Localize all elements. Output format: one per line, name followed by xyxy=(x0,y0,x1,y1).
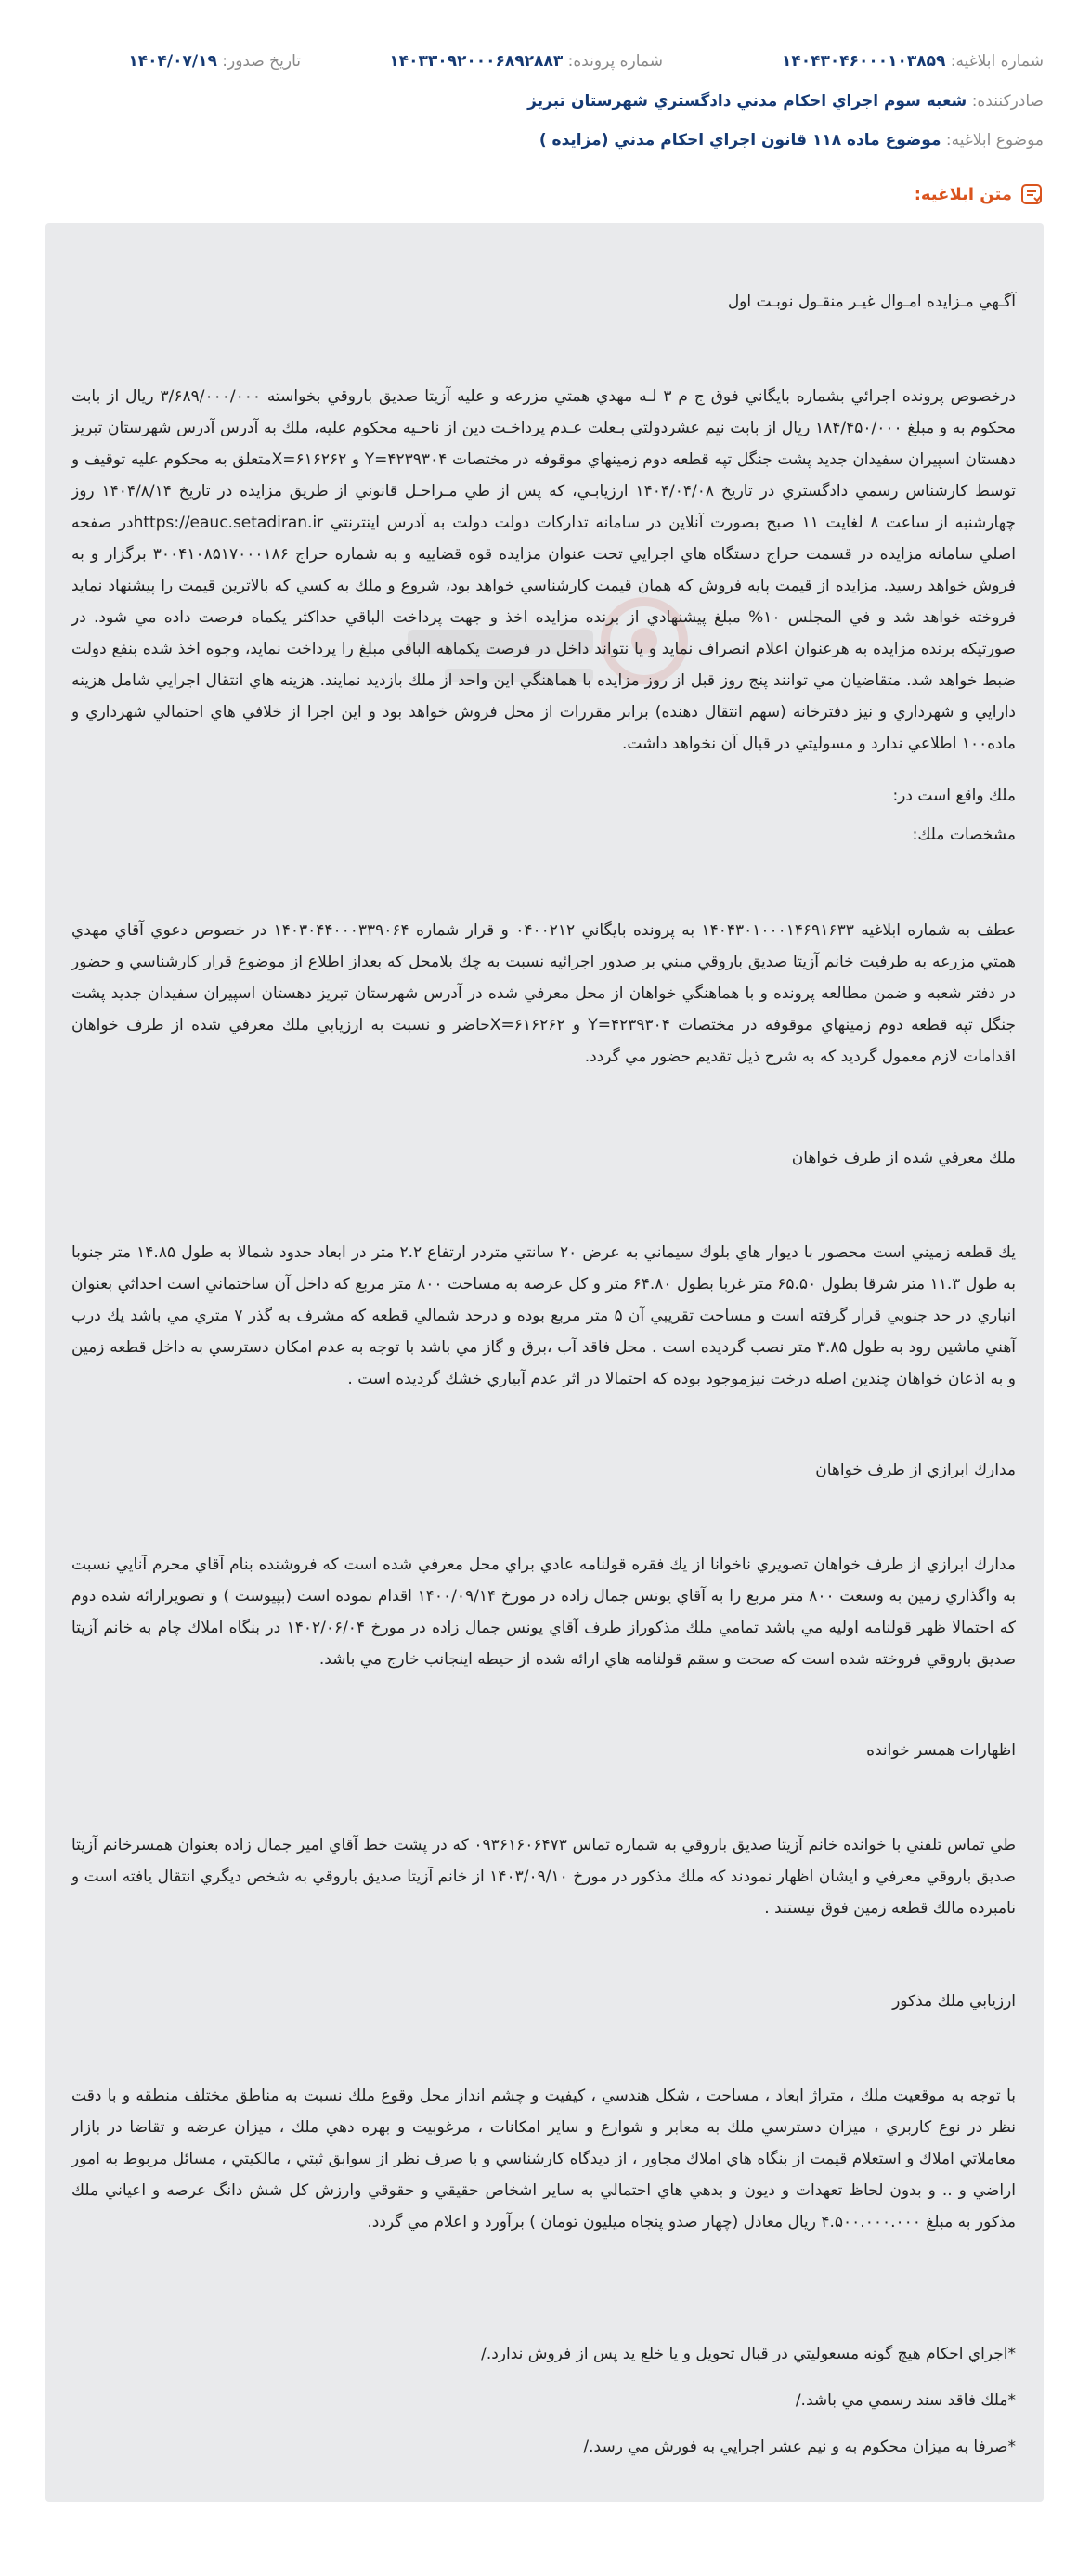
subject-label: موضوع ابلاغيه: xyxy=(945,131,1044,150)
valuation-heading: ارزيابي ملك مذكور xyxy=(892,1992,1016,2010)
notice-number-value: ۱۴۰۴۳۰۴۶۰۰۰۱۰۳۸۵۹ xyxy=(781,52,946,71)
notice-body-panel xyxy=(45,223,1044,2502)
notice-title: آگـهي مـزايده امـوال غيـر منقـول نوبـت اول xyxy=(727,293,1016,311)
note-sale-extent: *صرفا به ميزان محكوم به و نيم عشر اجرايي به فورش مي رسد./ xyxy=(583,2438,1016,2456)
issue-date-value: ۱۴۰۴/۰۷/۱۹ xyxy=(128,52,217,71)
notice-number-label: شماره ابلاغيه: xyxy=(950,52,1044,71)
property-description-paragraph: يك قطعه زميني است محصور با ديوار هاي بلوك سيماني به عرض ۲۰ سانتي متردر ارتفاع ۲.۲ متر در ابعاد حدود شمالا به طول ۱۴.۸۵ متر جنوبا به طول ۱۱.۳ متر شرقا بطول ۶۵.۵۰ متر غربا بطول ۶۴.۸۰ متر و كل عرصه به مساحت ۸۰۰ متر مربع كه داخل آن ساختماني است احداثي بعنوان انباري در حد جنوبي قرار گرفته است و مساحت تقريبي آن ۵ متر مربع بوده و درحد شمالي قطعه كه مشرف به گذر ۷ متري مي باشد يك درب آهني ماشين رود به طول ۳.۸۵ متر نصب گرديده است . محل فاقد آب ،برق و گاز مي باشد با توجه به عدم امكان دسترسي به داخل قطعه زمين و به اذعان خواهان چندين اصله درخت نيزموجود بوده كه احتمالا در اثر عدم آبياري خشك گرديده است . xyxy=(71,1243,1017,1388)
specs-paragraph: عطف به شماره ابلاغيه ۱۴۰۴۳۰۱۰۰۰۱۴۶۹۱۶۳۳ به پرونده بايگاني ۰۴۰۰۲۱۲ و قرار شماره ۱۴۰۳۰۴۴۰۰۰۳۳۹۰۶۴ در خصوص دعوي آقاي مهدي همتي مزرعه به طرفيت خانم آزيتا صديق باروقي مبني بر صدور اجرائيه نسبت به چك بلامحل كه بعداز اطلاع از موضوع قرار كارشناسي و حضور در دفتر شعبه و ضمن مطالعه پرونده و با هماهنگي خواهان از محل معرفي شده در آدرس شهرستان تبريز دهستان اسپيران سفيدان جديد پشت جنگل تپه قطعه دوم زمينهاي موقوفه در مختصات ۴۲۳۹۳۰۴=Y و ۶۱۶۲۶۲=Xحاضر و نسبت به ارزيابي ملك معرفي شده از طرف خواهان اقدامات لازم معمول گرديد كه به شرح ذيل تقديم حضور مي گردد. xyxy=(71,921,1016,1066)
property-specs-heading: مشخصات ملك: xyxy=(912,826,1016,844)
subject-value: موضوع ماده ۱۱۸ قانون اجراي احكام مدني (مزايده ) xyxy=(539,131,941,150)
subject-field xyxy=(46,131,1044,150)
issue-date-label: تاريخ صدور: xyxy=(222,52,301,71)
issuer-field xyxy=(46,92,1044,111)
note-no-liability: *اجراي احكام هيچ گونه مسعوليتي در قبال تحويل و يا خلع يد پس از فروش ندارد./ xyxy=(481,2345,1016,2363)
issuer-label: صادرکننده: xyxy=(971,92,1044,111)
notice-text-label: متن ابلاغيه: xyxy=(914,184,1012,204)
property-location-heading: ملك واقع است در: xyxy=(892,787,1016,805)
introduced-property-heading: ملك معرفي شده از طرف خواهان xyxy=(791,1149,1016,1167)
spouse-statement-heading: اظهارات همسر خوانده xyxy=(866,1741,1016,1760)
case-number-value: ۱۴۰۳۳۰۹۲۰۰۰۶۸۹۲۸۸۳ xyxy=(389,52,564,71)
note-no-official-deed: *ملك فاقد سند رسمي مي باشد./ xyxy=(795,2391,1016,2410)
plaintiff-documents-heading: مدارك ابرازي از طرف خواهان xyxy=(815,1461,1016,1479)
spouse-statement-paragraph: طي تماس تلفني با خوانده خانم آزيتا صديق باروقي به شماره تماس ۰۹۳۶۱۶۰۶۴۷۳ كه در پشت خط آقاي امير جمال زاده بعنوان همسرخانم آزيتا صديق باروقي معرفي و ايشان اظهار نمودند كه ملك مذكور در مورخ ۱۴۰۳/۰۹/۱۰ از خانم آزيتا صديق باروقي به شخص ديگري انتقال يافته است و نامبرده مالك قطعه زمين فوق نيستند . xyxy=(71,1836,1016,1918)
issue-date-field xyxy=(128,52,301,71)
case-number-label: شماره پرونده: xyxy=(567,52,663,71)
auction-paragraph: درخصوص پرونده اجرائي بشماره بايگاني فوق ج م ۳ لـه مهدي همتي مزرعه و عليه آزيتا صديق باروقي بخواسته ۳/۶۸۹/۰۰۰/۰۰۰ ريال از بابت محكوم به و مبلغ ۱۸۴/۴۵۰/۰۰۰ ريال از بابت نيم عشردولتي بـعلت عـدم پرداخـت دين از ناحـيه محكوم عليه، ملك به آدرس آدرس شهرستان تبريز دهستان اسپيران سفيدان جديد پشت جنگل تپه قطعه دوم زمينهاي موقوفه در مختصات ۴۲۳۹۳۰۴=Y و ۶۱۶۲۶۲=Xمتعلق به محكوم عليه توقيف و توسط كارشناس رسمي دادگستري در تاريخ ۱۴۰۴/۰۴/۰۸ ارزيابـي، كه پس از طي مـراحـل قانوني از طريق مزايده در تاريخ ۱۴۰۴/۸/۱۴ روز چهارشنبه از ساعت ۸ لغايت ۱۱ صبح بصورت آنلاين در سامانه تداركات دولت دولت به آدرس اينترنتي https://eauc.setadiran.irدر صفحه اصلي سامانه مزايده در قسمت حراج دستگاه هاي اجرايي تحت عنوان مزايده قوه قضاييه و به شماره حراج ۳۰۰۴۱۰۸۵۱۷۰۰۰۱۸۶ برگزار و به فروش خواهد رسيد. مزايده از قيمت پايه فروش كه همان قيمت كارشناسي خواهد بود، شروع و ملك به كسي كه بالاترين قيمت را پيشنهاد نمايد فروخته خواهد شد و في المجلس ۱۰% مبلغ پيشنهادي از برنده مزايده اخذ و جهت پرداخت الباقي حداكثر يكماه فرصت داده مي شود. در صورتيكه برنده مزايده به هرعنوان اعلام انصراف نمايد و يا نتواند داخل در فرصت يكماهه الباقي مبلغ را پرداخت نمايد، وجوه اخذ شده بنفع دولت ضبط خواهد شد. متقاضيان مي توانند پنج روز قبل از روز مزايده با هماهنگي اين واحد از ملك بازديد نمايند. هزينه هاي انتقال اجرايي شامل هزينه دارايي و شهرداري و نيز دفترخانه (سهم انتقال دهنده) برابر مقررات از محل فروش خواهد بود و اين اجرا از خلافي هاي احتمالي شهرداري و ماده۱۰۰ اطلاعي ندارد و مسوليتي در قبال آن نخواهد داشت. xyxy=(71,387,1017,753)
issuer-value: شعبه سوم اجراي احكام مدني دادگستري شهرستان تبريز xyxy=(527,92,967,111)
case-number-field xyxy=(389,52,663,71)
notice-text-heading xyxy=(915,182,1044,206)
plaintiff-documents-paragraph: مدارك ابرازي از طرف خواهان تصويري ناخوانا از يك فقره قولنامه عادي براي محل معرفي شده است كه فروشنده بنام آقاي محرم آنايي نسبت به واگذاري زمين به وسعت ۸۰۰ متر مربع را به آقاي يونس جمال زاده در مورخ ۱۴۰۰/۰۹/۱۴ اقدام نموده است (بپيوست ) و تصويرارائه شده دوم كه احتمالا ظهر قولنامه اوليه مي باشد تمامي ملك مذكوراز طرف آقاي يونس جمال زاده در مورخ ۱۴۰۲/۰۶/۰۴ در بنگاه املاك چام به خانم آزيتا صديق باروقي فروخته شده است كه صحت و سقم قولنامه هاي ارائه شده از حيطه اينجانب خارج مي باشد. xyxy=(71,1555,1016,1669)
notice-number-field xyxy=(782,52,1044,71)
valuation-paragraph: با توجه به موقعيت ملك ، متراژ ابعاد ، مساحت ، شكل هندسي ، كيفيت و چشم انداز محل وقوع ملك نسبت به مناطق مختلف منطقه و با دقت نظر در نوع كاربري ، ميزان دسترسي ملك به معابر و شوارع و ساير امكانات ، مرغوبيت و بهره دهي ملك ، ميزان عرضه و تقاضا در بازار معاملاتي املاك و استعلام قيمت از بنگاه هاي املاك مجاور ، از ديدگاه كارشناسي و با صرف نظر از سوابق ثبتي ، مالكيتي ، مسائل مربوط به امور اراضي و .. و بدون لحاظ تعهدات و ديون و بدهي هاي احتمالي به ساير اشخاص حقيقي و حقوقي وارزش كل شش دانگ عرصه و اعياني ملك مذكور به مبلغ ۴.۵۰۰.۰۰۰.۰۰۰ ريال معادل (چهار صدو پنجاه ميليون تومان ) برآورد و اعلام مي گردد. xyxy=(71,2087,1016,2231)
notice-document-icon xyxy=(1019,182,1044,206)
